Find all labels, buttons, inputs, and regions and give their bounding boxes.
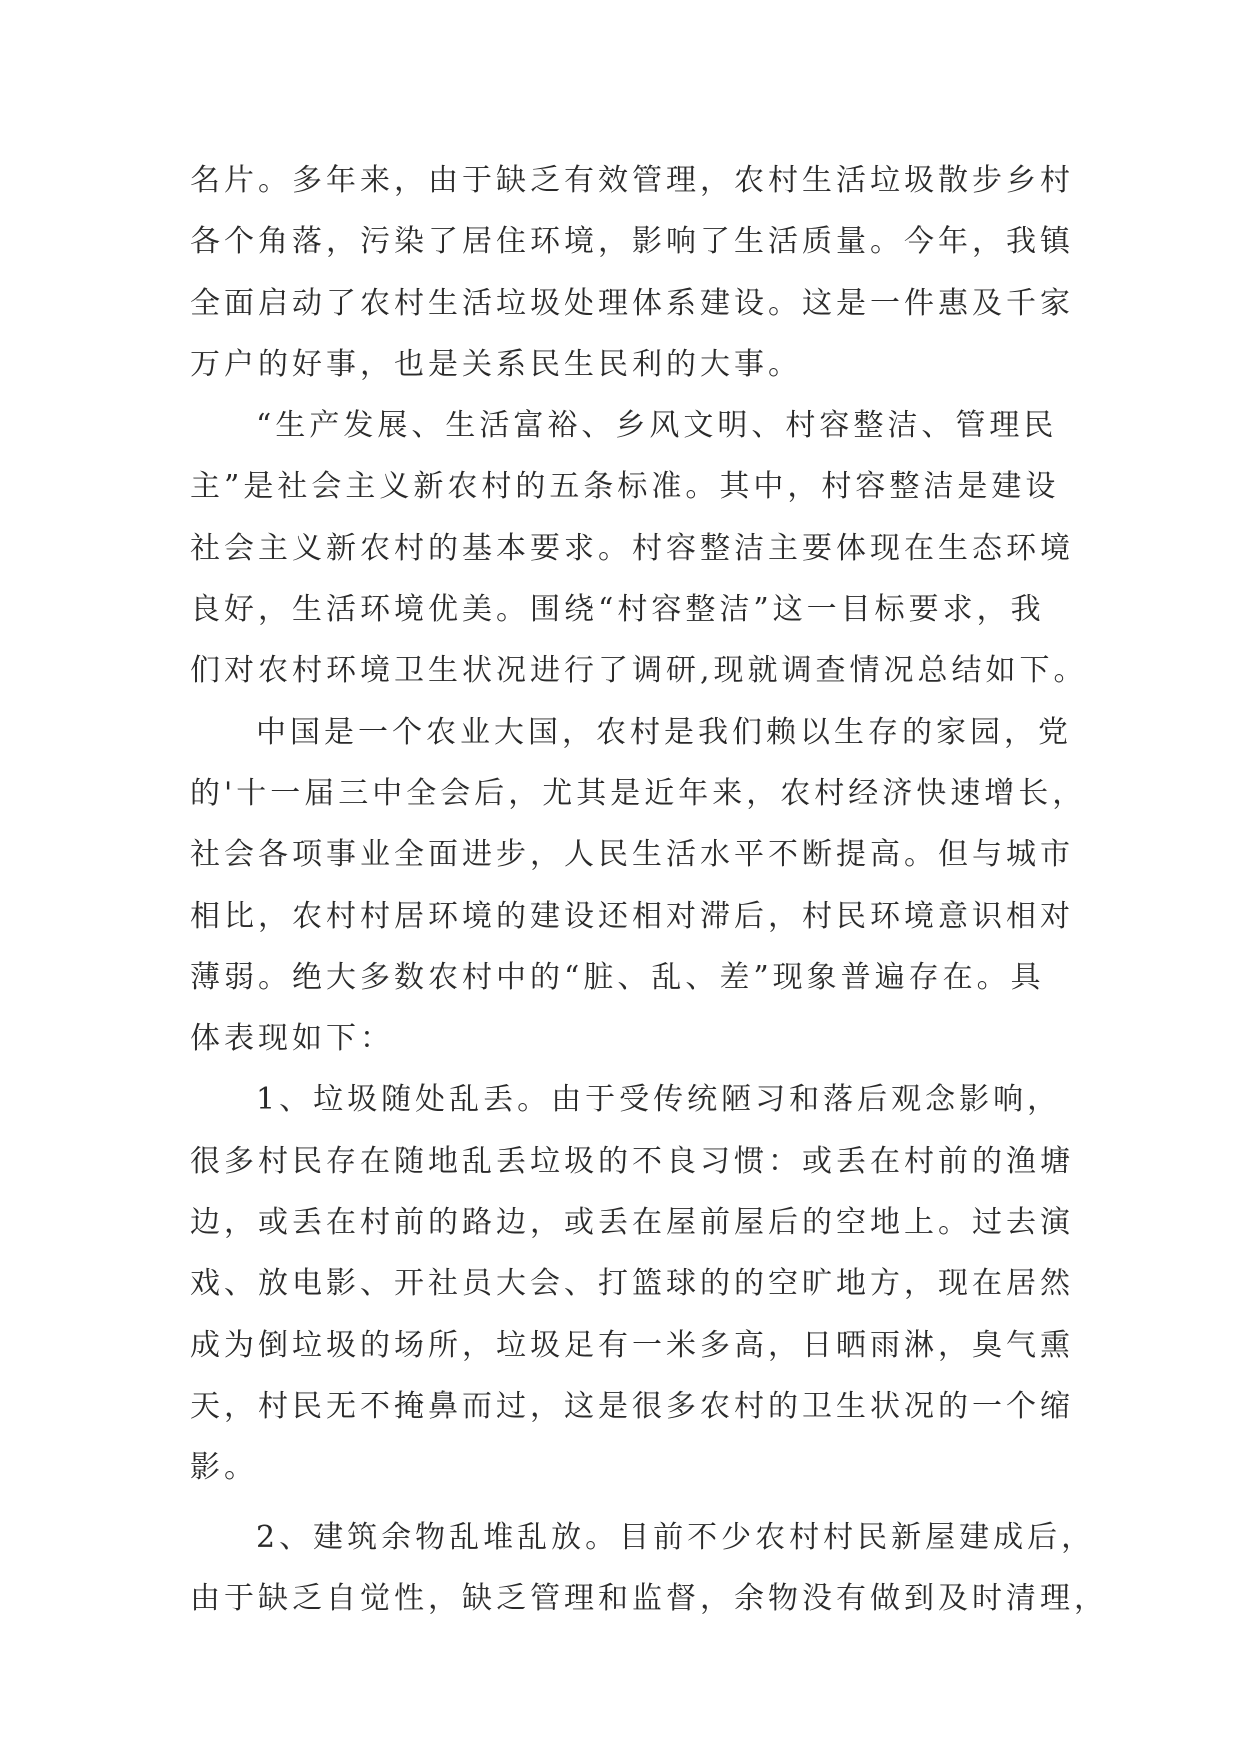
text-line: 社会各项事业全面进步，人民生活水平不断提高。但与城市 — [190, 837, 1074, 873]
paragraph — [190, 163, 1074, 408]
paragraph — [190, 714, 1087, 1083]
text-line: “生产发展、生活富裕、乡风文明、村容整洁、管理民 — [256, 408, 1058, 444]
text-line: 边，或丢在村前的路边，或丢在屋前屋后的空地上。过去演 — [190, 1205, 1074, 1241]
text-line: 戏、放电影、开社员大会、打篮球的的空旷地方，现在居然 — [190, 1266, 1074, 1302]
text-line: 中国是一个农业大国，农村是我们赖以生存的家园，党 — [256, 714, 1072, 750]
text-line: 社会主义新农村的基本要求。村容整洁主要体现在生态环境 — [190, 530, 1074, 566]
text-line: 万户的好事，也是关系民生民利的大事。 — [190, 346, 802, 382]
document-body — [190, 163, 1108, 1642]
paragraph — [190, 1519, 1108, 1643]
text-line: 成为倒垃圾的场所，垃圾足有一米多高，日晒雨淋，臭气熏 — [190, 1327, 1074, 1363]
text-line: 由于缺乏自觉性，缺乏管理和监督，余物没有做到及时清理， — [190, 1580, 1108, 1616]
text-line: 2、建筑余物乱堆乱放。目前不少农村村民新屋建成后， — [256, 1519, 1096, 1555]
text-line: 名片。多年来，由于缺乏有效管理，农村生活垃圾散步乡村 — [190, 163, 1074, 198]
text-line: 良好，生活环境优美。围绕“村容整洁”这一目标要求，我 — [190, 592, 1045, 628]
text-line: 主”是社会主义新农村的五条标准。其中，村容整洁是建设 — [190, 469, 1060, 505]
text-line: 1、垃圾随处乱丢。由于受传统陋习和落后观念影响， — [256, 1082, 1062, 1118]
text-line: 们对农村环境卫生状况进行了调研,现就调查情况总结如下。 — [190, 653, 1088, 689]
text-line: 各个角落，污染了居住环境，影响了生活质量。今年，我镇 — [190, 224, 1074, 260]
text-line: 天，村民无不掩鼻而过，这是很多农村的卫生状况的一个缩 — [190, 1388, 1074, 1424]
paragraph — [190, 408, 1088, 714]
text-line: 的'十一届三中全会后，尤其是近年来，农村经济快速增长， — [190, 775, 1087, 811]
text-line: 体表现如下： — [190, 1021, 394, 1057]
text-line: 影。 — [190, 1450, 258, 1486]
text-line: 薄弱。绝大多数农村中的“脏、乱、差”现象普遍存在。具 — [190, 959, 1045, 995]
text-line: 全面启动了农村生活垃圾处理体系建设。这是一件惠及千家 — [190, 285, 1074, 321]
text-line: 相比，农村村居环境的建设还相对滞后，村民环境意识相对 — [190, 898, 1074, 934]
paragraph — [190, 1082, 1074, 1511]
text-line: 很多村民存在随地乱丢垃圾的不良习惯：或丢在村前的渔塘 — [190, 1143, 1074, 1179]
